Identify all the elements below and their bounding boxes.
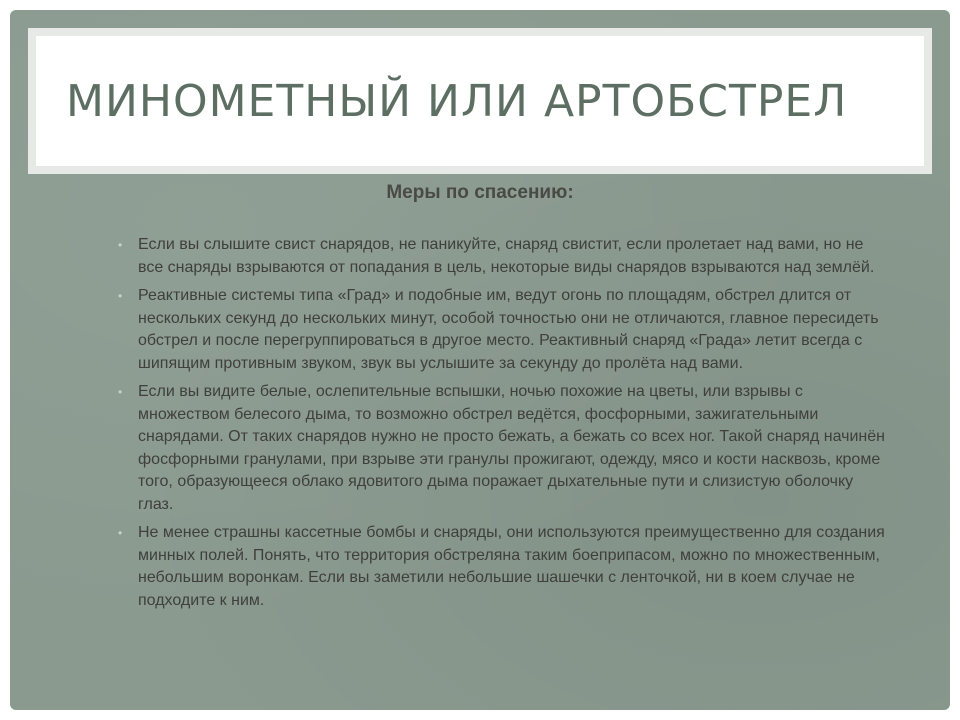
bullet-item xyxy=(110,381,890,516)
slide-title: МИНОМЕТНЫЙ ИЛИ АРТОБСТРЕЛ xyxy=(66,75,848,127)
bullet-item xyxy=(110,285,890,375)
bullet-list xyxy=(110,234,890,618)
title-frame xyxy=(28,28,932,174)
title-box xyxy=(36,36,924,166)
section-subtitle: Меры по спасению: xyxy=(386,182,574,203)
bullet-text: Реактивные системы типа «Град» и подобные им, ведут огонь по площадям, обстрел длится от нескольких секунд до нескольких минут, особой точностью они не отличаются, главное пересидеть обстрел и после перегруппироваться в другое место. Реактивный снаряд «Града» летит всегда с шипящим противным звуком, звук вы услышите за секунду до пролёта над вами. xyxy=(138,287,879,372)
slide xyxy=(10,10,950,710)
bullet-dot-icon: • xyxy=(118,238,123,252)
bullet-text: Не менее страшны кассетные бомбы и снаряды, они используются преимущественно для создания минных полей. Понять, что территория обстреляна таким боеприпасом, можно по множественным, небольшим воронкам. Если вы заметили небольшие шашечки с ленточкой, ни в коем случае не подходите к ним. xyxy=(138,524,885,609)
bullet-item xyxy=(110,234,890,279)
bullet-item xyxy=(110,522,890,612)
bullet-text: Если вы слышите свист снарядов, не паникуйте, снаряд свистит, если пролетает над вами, но не все снаряды взрываются от попадания в цель, некоторые виды снарядов взрываются над землёй. xyxy=(138,236,875,276)
bullet-text: Если вы видите белые, ослепительные вспышки, ночью похожие на цветы, или взрывы с множеством белесого дыма, то возможно обстрел ведётся, фосфорными, зажигательными снарядами. От таких снарядов нужно не просто бежать, а бежать со всех ног. Такой снаряд начинён фосфорными гранулами, при взрыве эти гранулы прожигают, одежду, мясо и кости насквозь, кроме того, образующееся облако ядовитого дыма поражает дыхательные пути и слизистую оболочку глаз. xyxy=(138,383,885,513)
bullet-dot-icon: • xyxy=(118,385,123,399)
bullet-dot-icon: • xyxy=(118,526,123,540)
bullet-dot-icon: • xyxy=(118,289,123,303)
